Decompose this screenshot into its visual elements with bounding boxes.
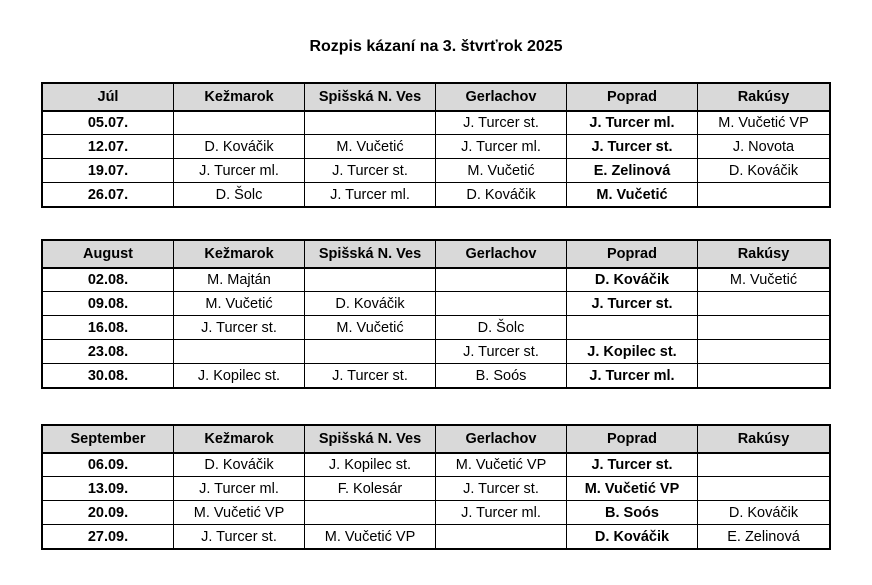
column-header-spisska-n-ves: Spišská N. Ves [305, 426, 436, 453]
cell-poprad: E. Zelinová [567, 159, 698, 183]
cell-poprad: B. Soós [567, 501, 698, 525]
cell-rakusy: D. Kováčik [698, 501, 830, 525]
column-header-spisska-n-ves: Spišská N. Ves [305, 84, 436, 111]
cell-kezmarok: J. Turcer ml. [174, 477, 305, 501]
date-cell: 27.09. [43, 525, 174, 549]
cell-rakusy: M. Vučetić [698, 268, 830, 292]
cell-poprad: M. Vučetić [567, 183, 698, 207]
cell-poprad: J. Kopilec st. [567, 340, 698, 364]
cell-rakusy [698, 340, 830, 364]
cell-spisska-n-ves: J. Turcer ml. [305, 183, 436, 207]
cell-spisska-n-ves [305, 268, 436, 292]
cell-kezmarok: D. Kováčik [174, 453, 305, 477]
cell-spisska-n-ves [305, 340, 436, 364]
month-header: September [43, 426, 174, 453]
date-cell: 30.08. [43, 364, 174, 388]
cell-kezmarok: D. Šolc [174, 183, 305, 207]
cell-spisska-n-ves: J. Turcer st. [305, 159, 436, 183]
column-header-poprad: Poprad [567, 426, 698, 453]
cell-rakusy [698, 316, 830, 340]
date-cell: 02.08. [43, 268, 174, 292]
cell-rakusy [698, 364, 830, 388]
table-row [43, 159, 830, 183]
date-cell: 09.08. [43, 292, 174, 316]
column-header-poprad: Poprad [567, 84, 698, 111]
cell-rakusy [698, 477, 830, 501]
table-row [43, 477, 830, 501]
cell-gerlachov: J. Turcer ml. [436, 501, 567, 525]
cell-poprad: J. Turcer st. [567, 453, 698, 477]
table-row [43, 501, 830, 525]
cell-spisska-n-ves: M. Vučetić [305, 135, 436, 159]
schedule-table [42, 425, 830, 549]
cell-gerlachov [436, 525, 567, 549]
cell-rakusy [698, 292, 830, 316]
cell-gerlachov: J. Turcer st. [436, 340, 567, 364]
cell-kezmarok: J. Kopilec st. [174, 364, 305, 388]
cell-gerlachov [436, 292, 567, 316]
column-header-gerlachov: Gerlachov [436, 84, 567, 111]
cell-kezmarok: M. Vučetić [174, 292, 305, 316]
cell-kezmarok: J. Turcer st. [174, 316, 305, 340]
table-header-row [43, 84, 830, 111]
cell-kezmarok: M. Vučetić VP [174, 501, 305, 525]
date-cell: 12.07. [43, 135, 174, 159]
cell-kezmarok: M. Majtán [174, 268, 305, 292]
table-row [43, 525, 830, 549]
column-header-kezmarok: Kežmarok [174, 84, 305, 111]
cell-gerlachov: M. Vučetić VP [436, 453, 567, 477]
cell-spisska-n-ves: J. Turcer st. [305, 364, 436, 388]
date-cell: 06.09. [43, 453, 174, 477]
cell-rakusy: E. Zelinová [698, 525, 830, 549]
column-header-rakusy: Rakúsy [698, 241, 830, 268]
cell-poprad: J. Turcer ml. [567, 111, 698, 135]
column-header-gerlachov: Gerlachov [436, 241, 567, 268]
column-header-kezmarok: Kežmarok [174, 426, 305, 453]
date-cell: 13.09. [43, 477, 174, 501]
cell-gerlachov: D. Kováčik [436, 183, 567, 207]
cell-rakusy: D. Kováčik [698, 159, 830, 183]
date-cell: 16.08. [43, 316, 174, 340]
cell-kezmarok: J. Turcer st. [174, 525, 305, 549]
table-row [43, 316, 830, 340]
cell-poprad: J. Turcer st. [567, 292, 698, 316]
cell-gerlachov [436, 268, 567, 292]
cell-poprad: M. Vučetić VP [567, 477, 698, 501]
cell-gerlachov: J. Turcer st. [436, 477, 567, 501]
column-header-rakusy: Rakúsy [698, 84, 830, 111]
cell-kezmarok: D. Kováčik [174, 135, 305, 159]
table-row [43, 111, 830, 135]
cell-gerlachov: J. Turcer ml. [436, 135, 567, 159]
cell-rakusy: J. Novota [698, 135, 830, 159]
cell-spisska-n-ves: J. Kopilec st. [305, 453, 436, 477]
cell-gerlachov: M. Vučetić [436, 159, 567, 183]
cell-poprad: D. Kováčik [567, 268, 698, 292]
column-header-spisska-n-ves: Spišská N. Ves [305, 241, 436, 268]
cell-poprad: J. Turcer st. [567, 135, 698, 159]
table-row [43, 183, 830, 207]
cell-spisska-n-ves: M. Vučetić [305, 316, 436, 340]
cell-kezmarok [174, 111, 305, 135]
table-row [43, 135, 830, 159]
date-cell: 20.09. [43, 501, 174, 525]
cell-kezmarok [174, 340, 305, 364]
date-cell: 05.07. [43, 111, 174, 135]
cell-kezmarok: J. Turcer ml. [174, 159, 305, 183]
cell-rakusy [698, 453, 830, 477]
cell-spisska-n-ves: M. Vučetić VP [305, 525, 436, 549]
cell-spisska-n-ves [305, 501, 436, 525]
table-row [43, 340, 830, 364]
table-header-row [43, 426, 830, 453]
month-header: Júl [43, 84, 174, 111]
page-title: Rozpis kázaní na 3. štvrťrok 2025 [309, 38, 563, 55]
table-header-row [43, 241, 830, 268]
cell-spisska-n-ves [305, 111, 436, 135]
cell-spisska-n-ves: D. Kováčik [305, 292, 436, 316]
cell-gerlachov: J. Turcer st. [436, 111, 567, 135]
schedule-table [42, 83, 830, 207]
column-header-kezmarok: Kežmarok [174, 241, 305, 268]
column-header-poprad: Poprad [567, 241, 698, 268]
table-row [43, 292, 830, 316]
cell-spisska-n-ves: F. Kolesár [305, 477, 436, 501]
column-header-gerlachov: Gerlachov [436, 426, 567, 453]
cell-poprad [567, 316, 698, 340]
month-header: August [43, 241, 174, 268]
table-row [43, 268, 830, 292]
date-cell: 26.07. [43, 183, 174, 207]
cell-poprad: D. Kováčik [567, 525, 698, 549]
date-cell: 23.08. [43, 340, 174, 364]
date-cell: 19.07. [43, 159, 174, 183]
cell-rakusy: M. Vučetić VP [698, 111, 830, 135]
table-row [43, 364, 830, 388]
column-header-rakusy: Rakúsy [698, 426, 830, 453]
cell-gerlachov: D. Šolc [436, 316, 567, 340]
cell-rakusy [698, 183, 830, 207]
table-row [43, 453, 830, 477]
cell-poprad: J. Turcer ml. [567, 364, 698, 388]
schedule-table [42, 240, 830, 388]
cell-gerlachov: B. Soós [436, 364, 567, 388]
